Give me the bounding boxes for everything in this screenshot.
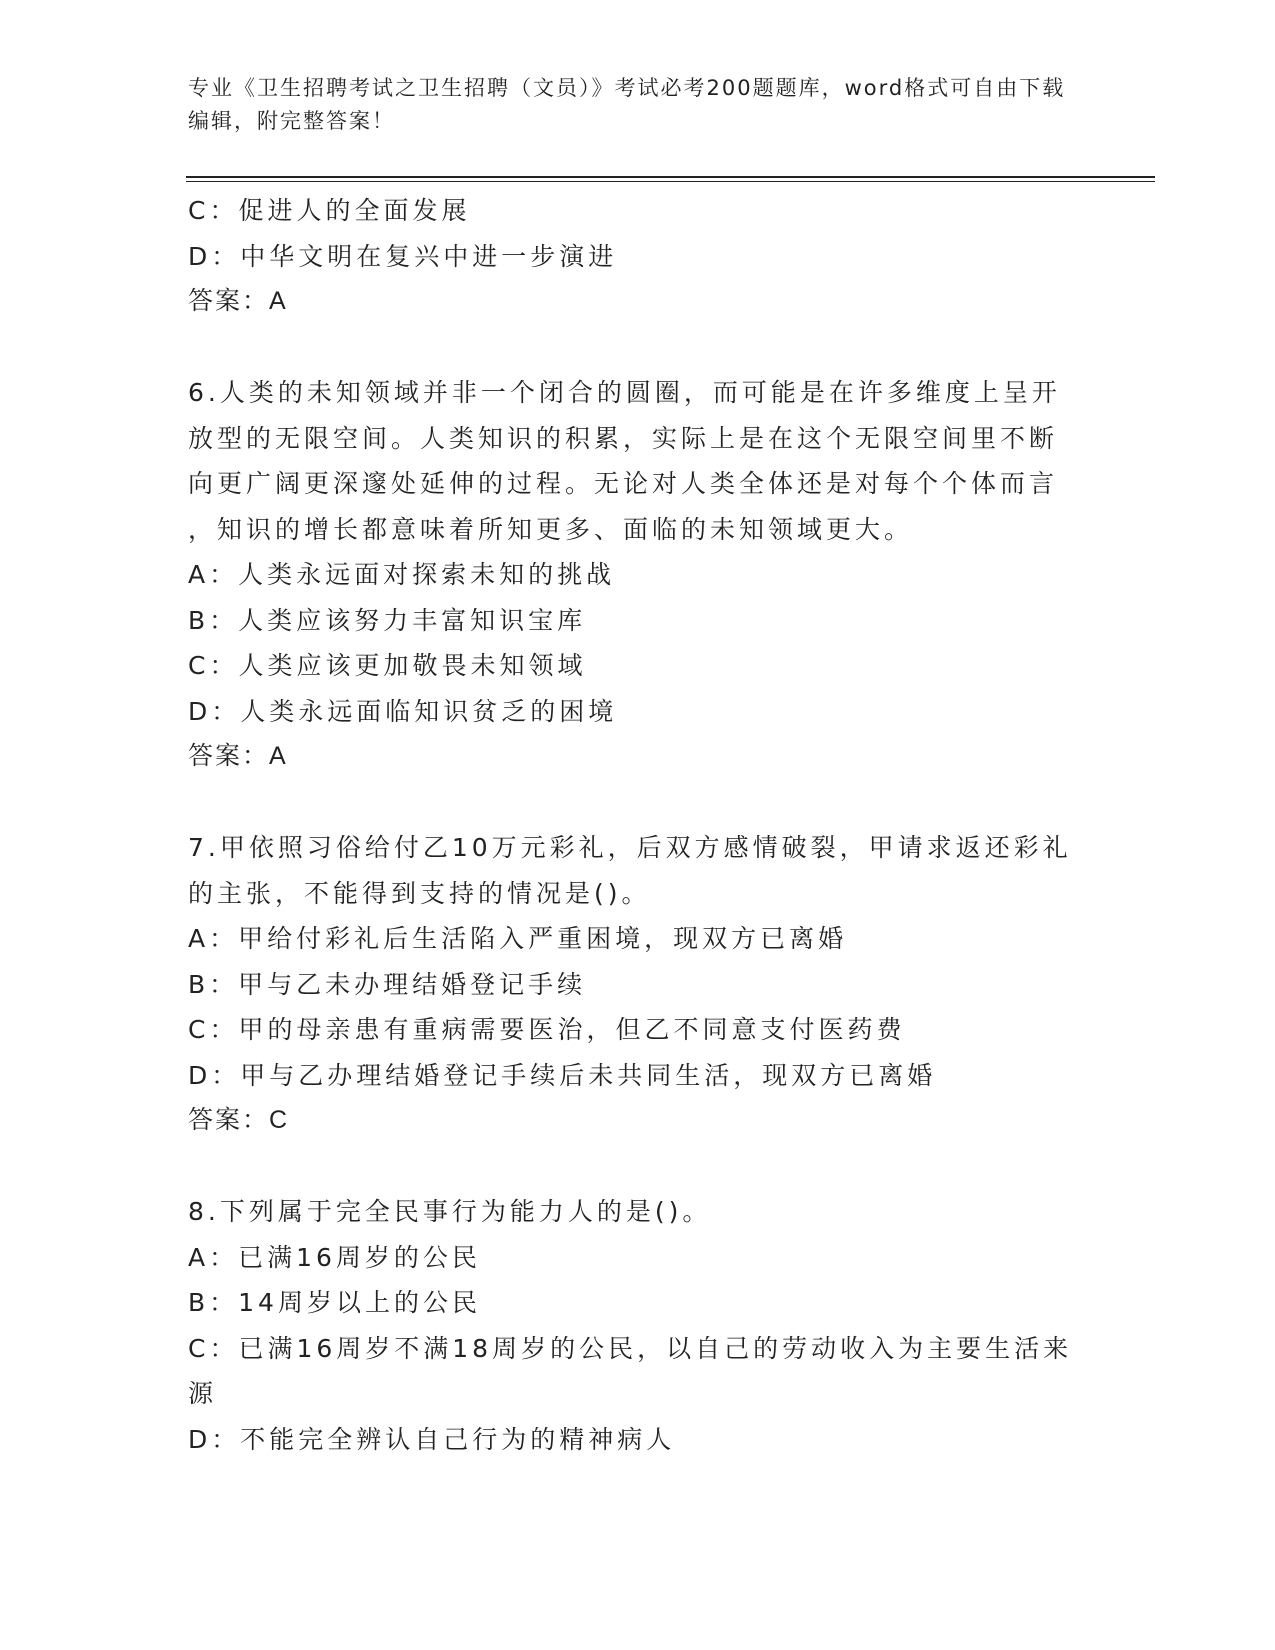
option-line: D：甲与乙办理结婚登记手续后未共同生活，现双方已离婚 (188, 1060, 937, 1090)
question-6 (188, 370, 1078, 780)
option-line: B：甲与乙未办理结婚登记手续 (188, 969, 587, 999)
question-stem-line: 向更广阔更深邃处延伸的过程。无论对人类全体还是对每个个体而言 (188, 469, 1059, 498)
option-line: C：已满16周岁不满18周岁的公民，以自己的劳动收入为主要生活来 (188, 1333, 1073, 1363)
question-stem-line: 放型的无限空间。人类知识的积累，实际上是在这个无限空间里不断 (188, 423, 1059, 453)
question-content (188, 188, 1078, 1462)
option-line: B：人类应该努力丰富知识宝库 (188, 605, 587, 635)
option-line: A：人类永远面对探索未知的挑战 (188, 560, 616, 589)
question-stem-line: 8.下列属于完全民事行为能力人的是()。 (188, 1197, 712, 1226)
option-line: B：14周岁以上的公民 (188, 1288, 481, 1317)
option-line: D：不能完全辨认自己行为的精神病人 (188, 1424, 676, 1454)
spacer (188, 780, 1078, 826)
question-stem-line: 6.人类的未知领域并非一个闭合的圆圈，而可能是在许多维度上呈开 (188, 378, 1061, 407)
question-stem-line: 的主张，不能得到支持的情况是()。 (188, 878, 651, 908)
option-line: A：已满16周岁的公民 (188, 1242, 481, 1272)
answer-line: 答案：A (188, 287, 288, 315)
question-7 (188, 825, 1078, 1144)
option-line: D：人类永远面临知识贫乏的困境 (188, 696, 618, 726)
spacer (188, 325, 1078, 371)
question-stem-line: ，知识的增长都意味着所知更多、面临的未知领域更大。 (188, 514, 914, 544)
option-line: C：甲的母亲患有重病需要医治，但乙不同意支付医药费 (188, 1015, 906, 1044)
header-rule-thick (186, 176, 1155, 178)
question-stem-line: 7.甲依照习俗给付乙10万元彩礼，后双方感情破裂，甲请求返还彩礼 (188, 833, 1072, 862)
page-header: 专业《卫生招聘考试之卫生招聘（文员）》考试必考200题题库，word格式可自由下载编辑，附完整答案！ (188, 76, 1066, 133)
header-rule-thin (186, 181, 1155, 182)
answer-line: 答案：C (188, 1106, 290, 1134)
option-line: A：甲给付彩礼后生活陷入严重困境，现双方已离婚 (188, 924, 848, 953)
answer-line: 答案：A (188, 742, 288, 770)
question-8 (188, 1189, 1078, 1462)
option-line: C：促进人的全面发展 (188, 196, 471, 225)
option-line: C：人类应该更加敬畏未知领域 (188, 651, 587, 680)
option-line: D：中华文明在复兴中进一步演进 (188, 241, 618, 271)
intro-block (188, 188, 1078, 325)
option-line: 源 (188, 1379, 218, 1408)
spacer (188, 1144, 1078, 1190)
